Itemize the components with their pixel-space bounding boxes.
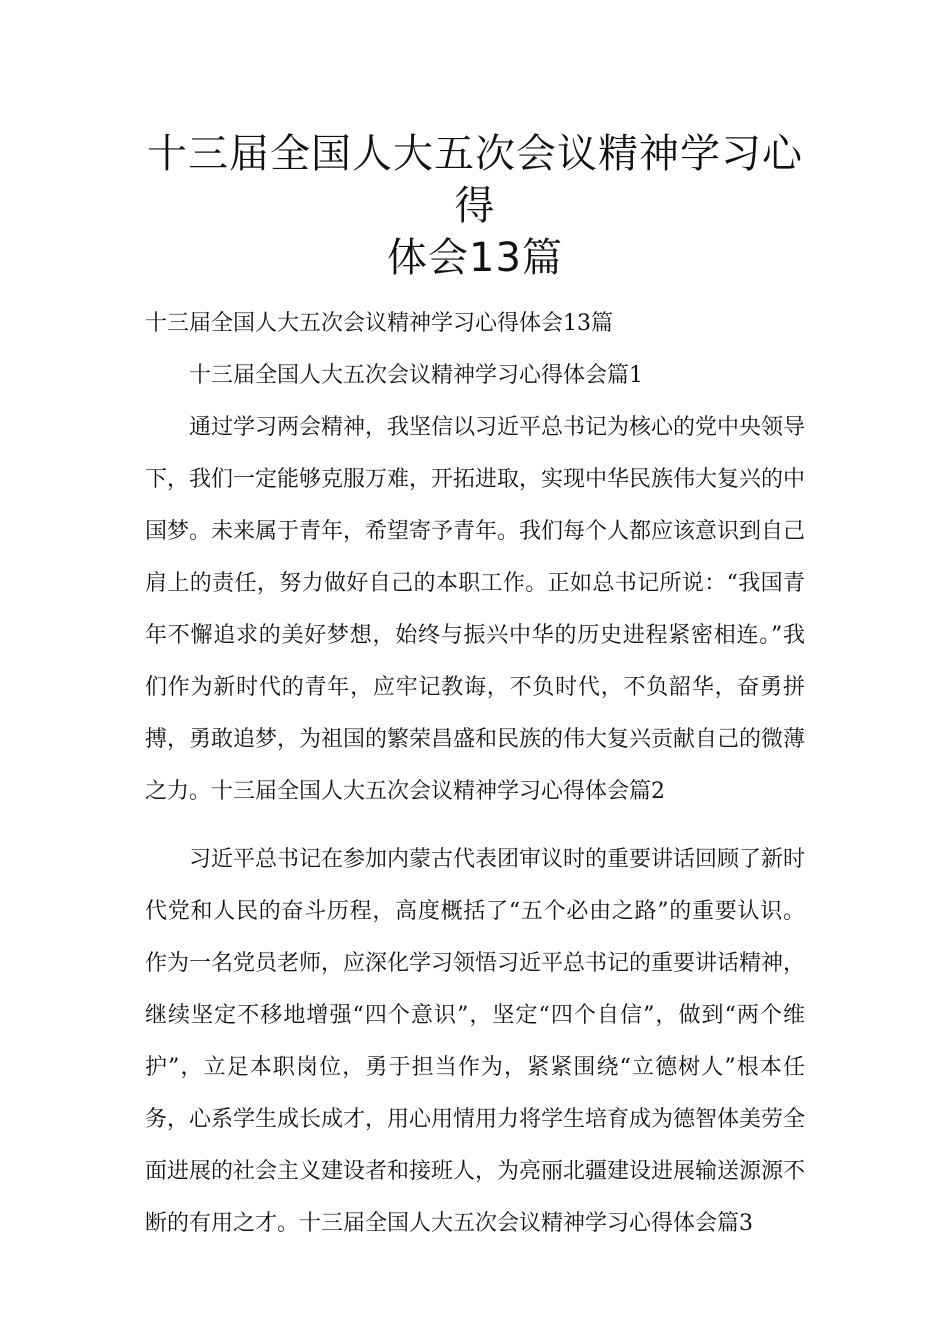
body-paragraph-2: 习近平总书记在参加内蒙古代表团审议时的重要讲话回顾了新时代党和人民的奋斗历程，高度概括了“五个必由之路”的重要认识。作为一名党员老师，应深化学习领悟习近平总书记的重要讲话精神，继续坚定不移地增强“四个意识”，坚定“四个自信”，做到“两个维护”，立足本职岗位，勇于担当作为，紧紧围绕“立德树人”根本任务，心系学生成长成才，用心用情用力将学生培育成为德智体美劳全面进展的社会主义建设者和接班人，为亮丽北疆建设进展输送源源不断的有用之才。十三届全国人大五次会议精神学习心得体会篇3 [145, 847, 806, 1236]
document-title [145, 128, 805, 284]
document-subtitle: 十三届全国人大五次会议精神学习心得体会13篇 [145, 311, 613, 336]
body-paragraph-1: 通过学习两会精神，我坚信以习近平总书记为核心的党中央领导下，我们一定能够克服万难，开拓进取，实现中华民族伟大复兴的中国梦。未来属于青年，希望寄予青年。我们每个人都应该意识到自己肩上的责任，努力做好自己的本职工作。正如总书记所说：“我国青年不懈追求的美好梦想，始终与振兴中华的历史进程紧密相连。”我们作为新时代的青年，应牢记教诲，不负时代，不负韶华，奋勇拼搏，勇敢追梦，为祖国的繁荣昌盛和民族的伟大复兴贡献自己的微薄之力。十三届全国人大五次会议精神学习心得体会篇2 [145, 415, 806, 804]
document-title-line-1: 十三届全国人大五次会议精神学习心得 [147, 131, 803, 229]
section-heading-1: 十三届全国人大五次会议精神学习心得体会篇1 [189, 363, 643, 388]
document-title-line-2: 体会13篇 [387, 235, 563, 281]
